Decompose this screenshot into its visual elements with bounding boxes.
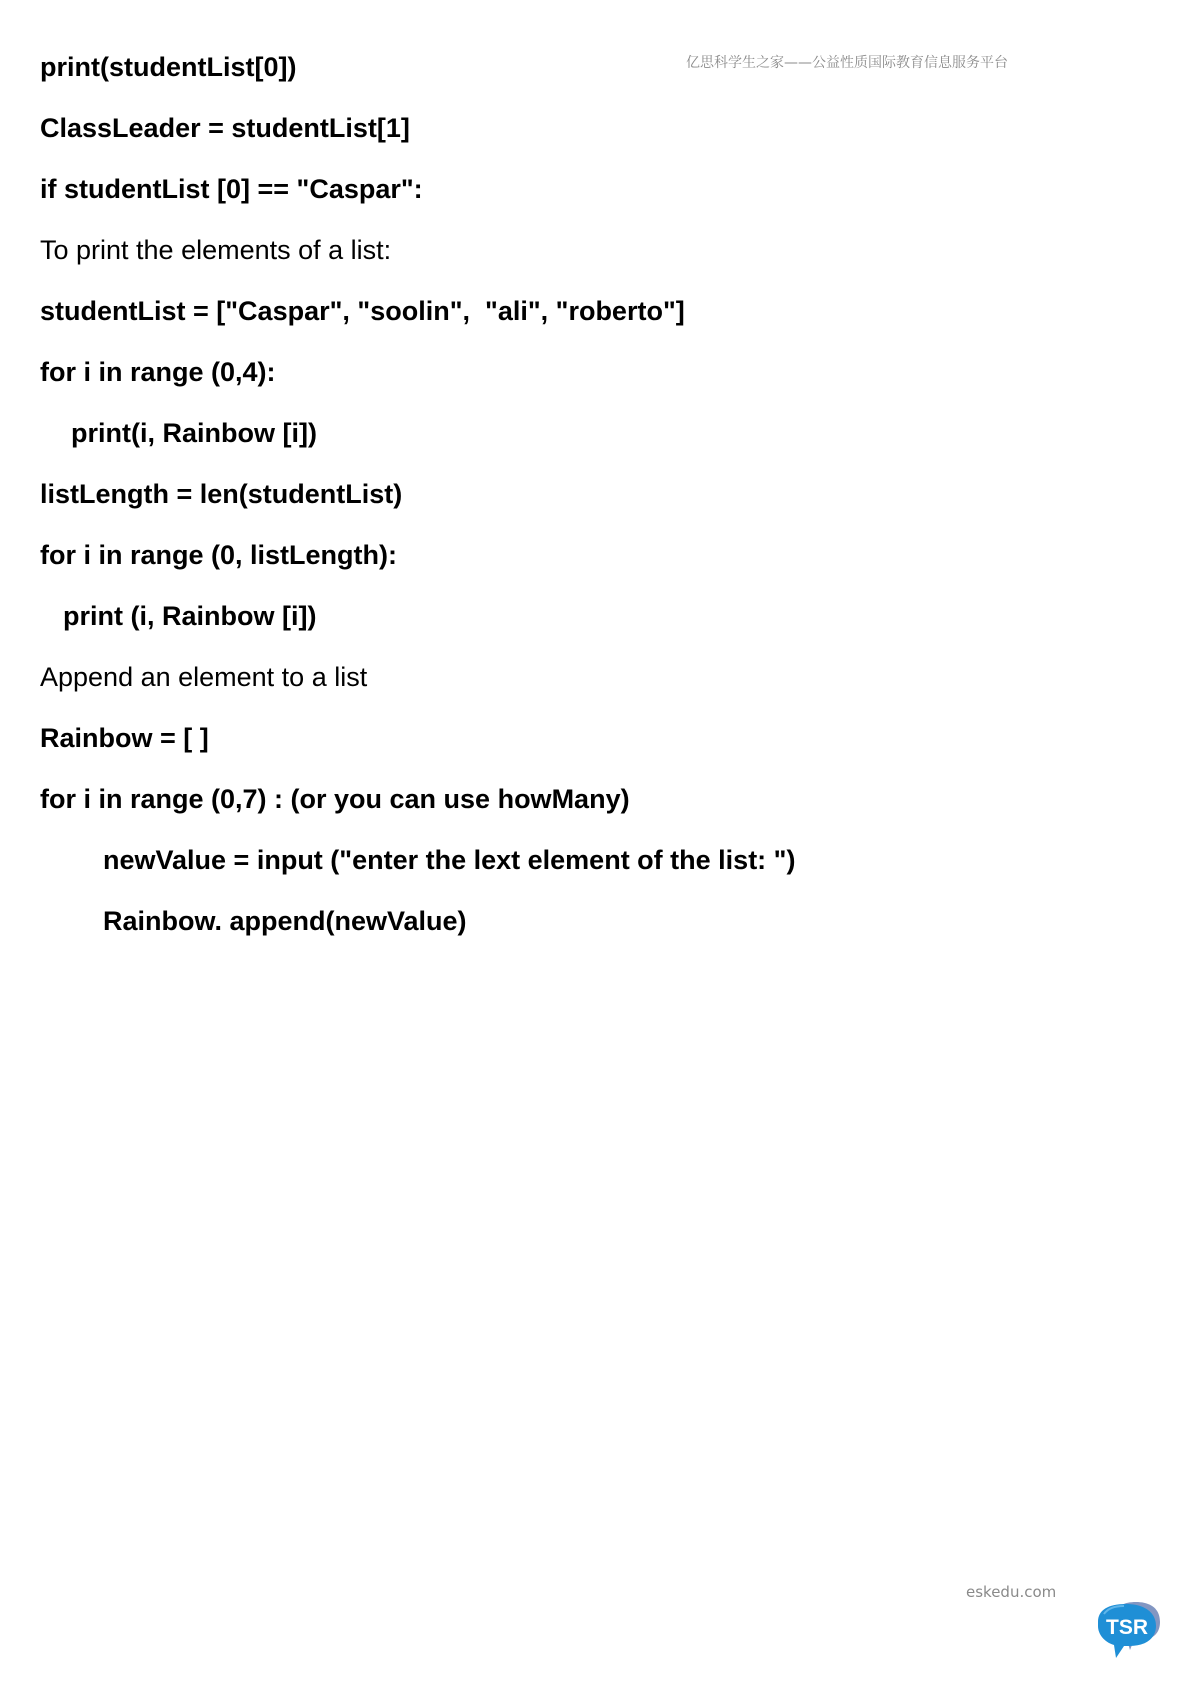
code-line: studentList = ["Caspar", "soolin", "ali", "roberto"] bbox=[40, 296, 685, 326]
code-line-indented: newValue = input ("enter the lext element of the list: ") bbox=[103, 845, 796, 875]
code-line: for i in range (0,7) : (or you can use howMany) bbox=[40, 784, 630, 814]
code-line-indented: Rainbow. append(newValue) bbox=[103, 906, 467, 936]
tsr-logo-icon bbox=[1094, 1600, 1162, 1662]
code-line: for i in range (0, listLength): bbox=[40, 540, 397, 570]
code-line-indented: print(i, Rainbow [i]) bbox=[71, 418, 317, 448]
code-line: listLength = len(studentList) bbox=[40, 479, 403, 509]
document-body bbox=[40, 47, 1131, 962]
footer-site-url: eskedu.com bbox=[966, 1583, 1057, 1601]
code-line-indented: print (i, Rainbow [i]) bbox=[63, 601, 317, 631]
section-heading: Append an element to a list bbox=[40, 662, 368, 692]
section-heading: To print the elements of a list: bbox=[40, 235, 392, 265]
code-line: if studentList [0] == "Caspar": bbox=[40, 174, 423, 204]
code-line: ClassLeader = studentList[1] bbox=[40, 113, 410, 143]
code-line: for i in range (0,4): bbox=[40, 357, 276, 387]
logo-text: TSR bbox=[1106, 1616, 1148, 1639]
code-line: Rainbow = [ ] bbox=[40, 723, 209, 753]
header-site-note: 亿思科学生之家——公益性质国际教育信息服务平台 bbox=[686, 55, 1008, 71]
code-line: print(studentList[0]) bbox=[40, 52, 297, 82]
